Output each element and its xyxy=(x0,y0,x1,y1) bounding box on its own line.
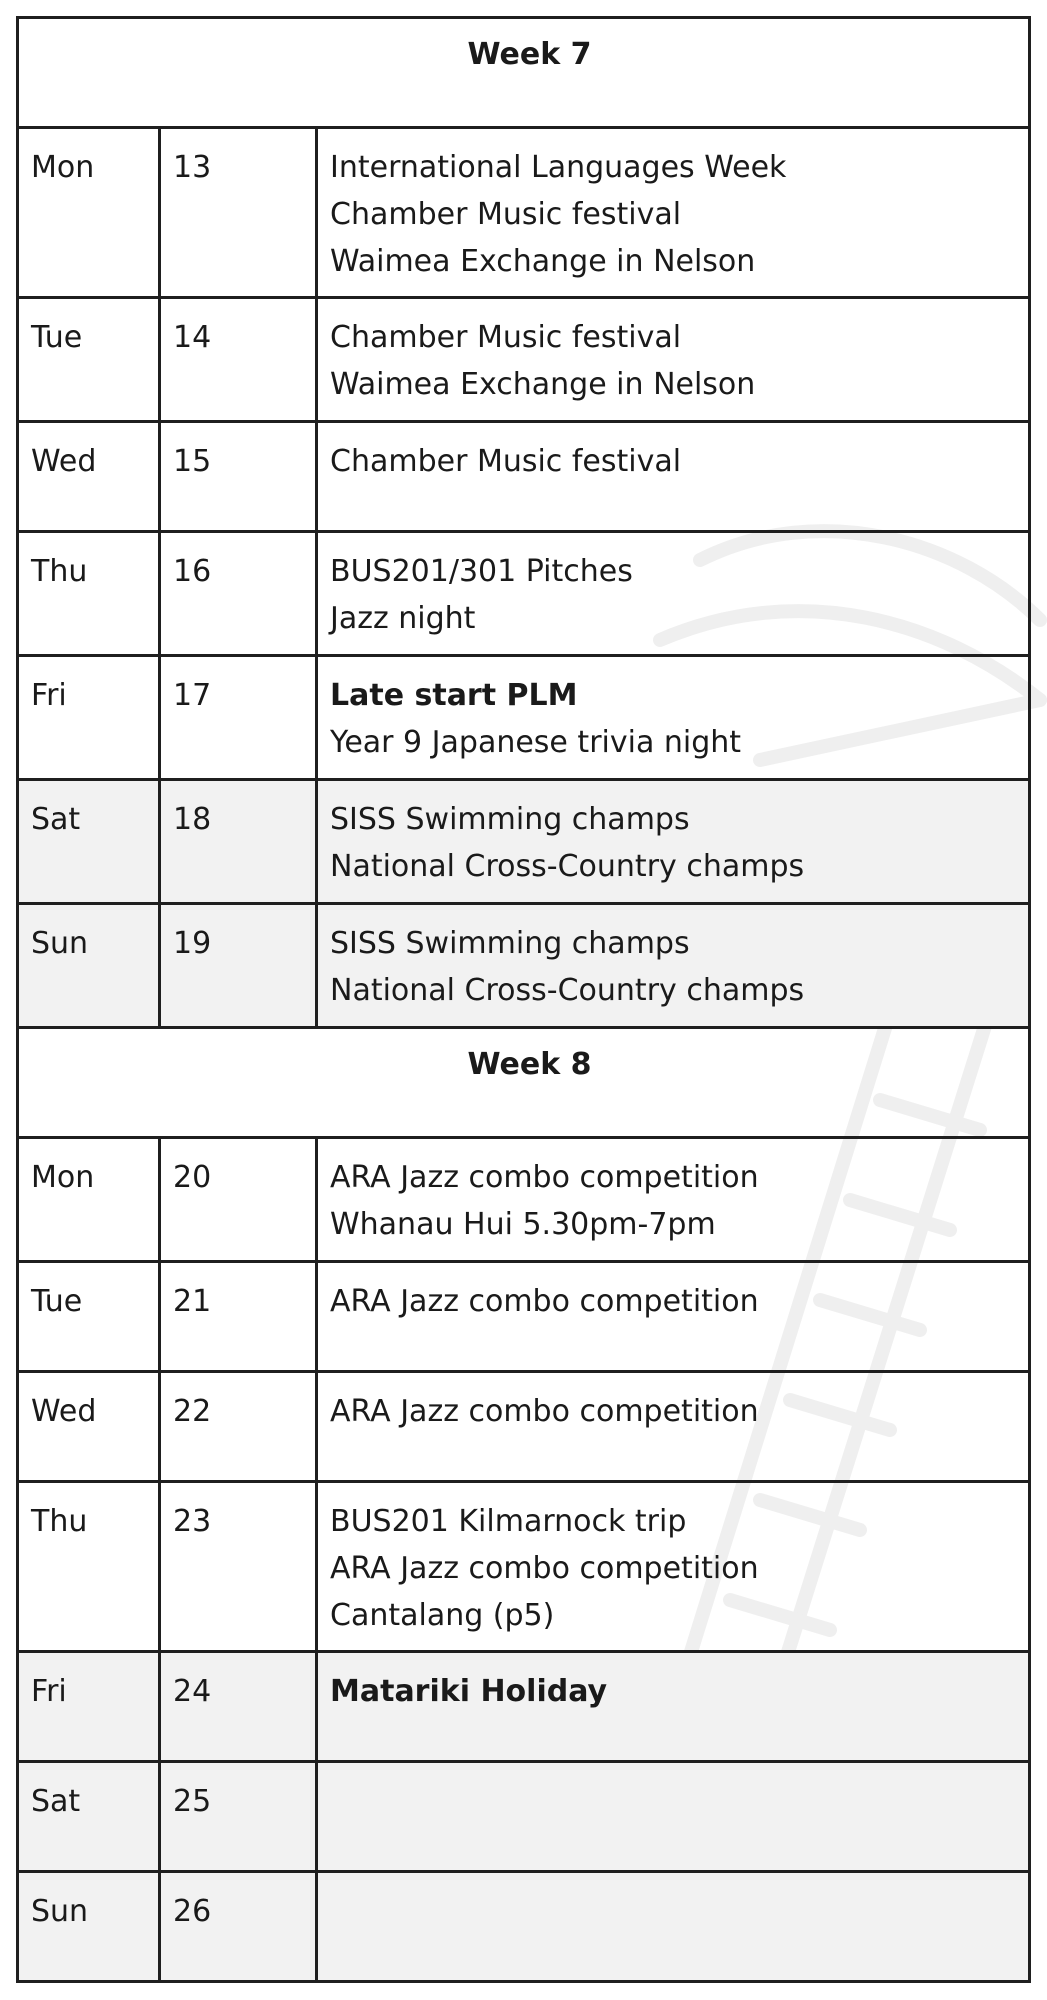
day-name-cell: Mon xyxy=(18,1138,160,1262)
event-item: SISS Swimming champs xyxy=(330,802,690,837)
event-item: Chamber Music festival xyxy=(330,320,682,355)
event-item: National Cross-Country champs xyxy=(330,849,805,884)
event-item: Whanau Hui 5.30pm-7pm xyxy=(330,1207,716,1242)
day-date-cell: 20 xyxy=(160,1138,317,1262)
event-item: BUS201/301 Pitches xyxy=(330,554,633,589)
event-item: Matariki Holiday xyxy=(330,1674,608,1709)
day-date-cell: 13 xyxy=(160,128,317,298)
day-row xyxy=(18,422,1030,532)
events-cell xyxy=(317,656,1030,780)
event-item: ARA Jazz combo competition xyxy=(330,1284,759,1319)
day-name-cell: Tue xyxy=(18,1262,160,1372)
event-item: Jazz night xyxy=(330,601,476,636)
day-name-cell: Fri xyxy=(18,656,160,780)
calendar-table xyxy=(16,16,1031,1983)
week-header-row xyxy=(18,1028,1030,1138)
events-cell xyxy=(317,1262,1030,1372)
day-date-cell: 26 xyxy=(160,1872,317,1982)
event-item: International Languages Week xyxy=(330,150,787,185)
week-title: Week 7 xyxy=(18,18,1030,128)
day-name-cell: Thu xyxy=(18,532,160,656)
events-cell xyxy=(317,532,1030,656)
event-item: Chamber Music festival xyxy=(330,444,682,479)
day-row xyxy=(18,656,1030,780)
event-item: Cantalang (p5) xyxy=(330,1598,555,1633)
day-date-cell: 22 xyxy=(160,1372,317,1482)
day-name-cell: Fri xyxy=(18,1652,160,1762)
day-row xyxy=(18,1262,1030,1372)
day-name-cell: Thu xyxy=(18,1482,160,1652)
events-cell xyxy=(317,1652,1030,1762)
event-item: Waimea Exchange in Nelson xyxy=(330,367,756,402)
day-date-cell: 15 xyxy=(160,422,317,532)
day-name-cell: Tue xyxy=(18,298,160,422)
day-row xyxy=(18,1372,1030,1482)
day-row xyxy=(18,1138,1030,1262)
day-row xyxy=(18,904,1030,1028)
day-row xyxy=(18,1872,1030,1982)
day-row xyxy=(18,532,1030,656)
event-item: Waimea Exchange in Nelson xyxy=(330,244,756,279)
day-name-cell: Sun xyxy=(18,1872,160,1982)
day-name-cell: Sat xyxy=(18,780,160,904)
day-row xyxy=(18,128,1030,298)
day-date-cell: 19 xyxy=(160,904,317,1028)
day-date-cell: 21 xyxy=(160,1262,317,1372)
events-cell xyxy=(317,780,1030,904)
day-name-cell: Sun xyxy=(18,904,160,1028)
events-cell xyxy=(317,1372,1030,1482)
day-date-cell: 14 xyxy=(160,298,317,422)
event-item: Late start PLM xyxy=(330,678,578,713)
week-title: Week 8 xyxy=(18,1028,1030,1138)
day-date-cell: 24 xyxy=(160,1652,317,1762)
events-cell xyxy=(317,1872,1030,1982)
day-name-cell: Mon xyxy=(18,128,160,298)
events-cell xyxy=(317,904,1030,1028)
event-item: SISS Swimming champs xyxy=(330,926,690,961)
event-item: ARA Jazz combo competition xyxy=(330,1551,759,1586)
day-date-cell: 16 xyxy=(160,532,317,656)
event-item: Chamber Music festival xyxy=(330,197,682,232)
events-cell xyxy=(317,298,1030,422)
event-item: National Cross-Country champs xyxy=(330,973,805,1008)
day-date-cell: 18 xyxy=(160,780,317,904)
event-item: Year 9 Japanese trivia night xyxy=(330,725,742,760)
event-item: ARA Jazz combo competition xyxy=(330,1160,759,1195)
day-date-cell: 23 xyxy=(160,1482,317,1652)
events-cell xyxy=(317,1482,1030,1652)
day-row xyxy=(18,1482,1030,1652)
events-cell xyxy=(317,128,1030,298)
week-header-row xyxy=(18,18,1030,128)
event-item: BUS201 Kilmarnock trip xyxy=(330,1504,687,1539)
events-cell xyxy=(317,422,1030,532)
events-cell xyxy=(317,1762,1030,1872)
day-row xyxy=(18,780,1030,904)
day-date-cell: 17 xyxy=(160,656,317,780)
day-row xyxy=(18,298,1030,422)
day-date-cell: 25 xyxy=(160,1762,317,1872)
day-row xyxy=(18,1762,1030,1872)
day-name-cell: Wed xyxy=(18,1372,160,1482)
day-name-cell: Wed xyxy=(18,422,160,532)
event-item: ARA Jazz combo competition xyxy=(330,1394,759,1429)
day-row xyxy=(18,1652,1030,1762)
day-name-cell: Sat xyxy=(18,1762,160,1872)
events-cell xyxy=(317,1138,1030,1262)
